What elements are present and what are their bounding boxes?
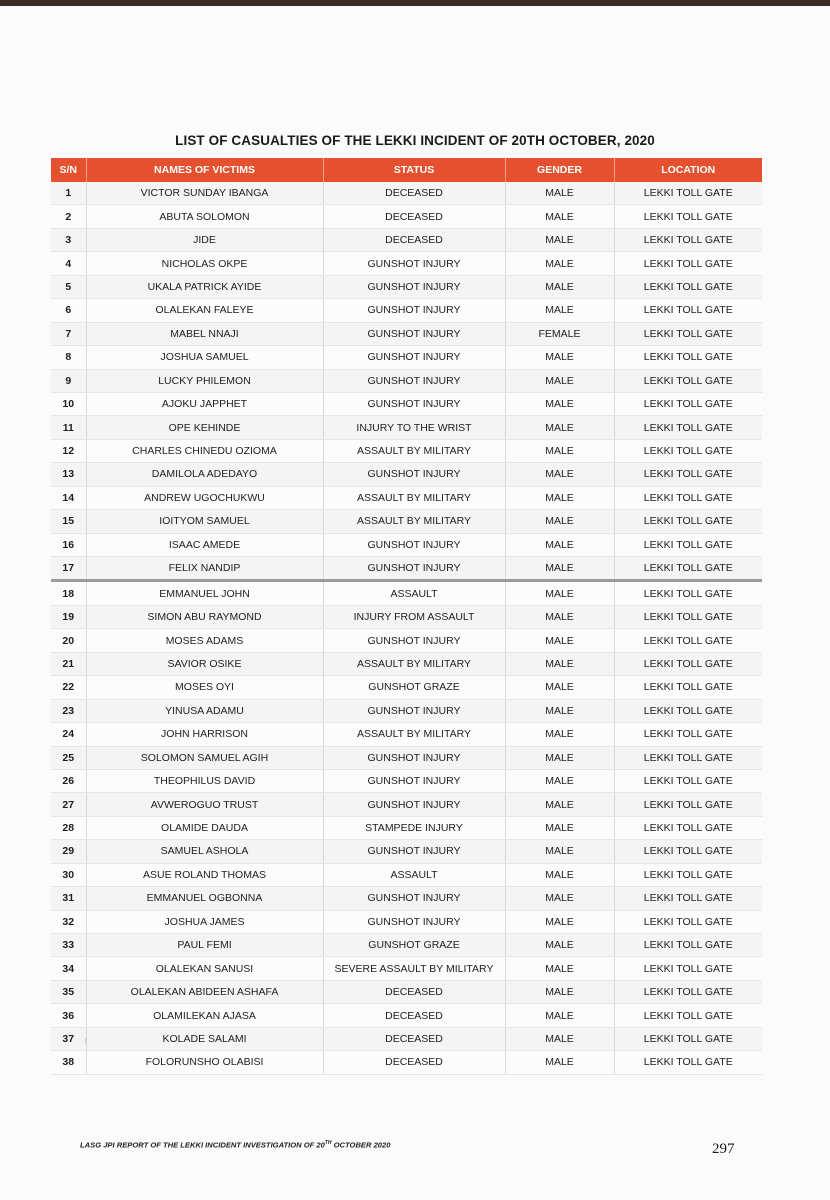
table-row (51, 581, 762, 605)
table-row (51, 557, 762, 581)
cell-victim-name: OPE KEHINDE (86, 416, 323, 439)
cell-gender: MALE (505, 275, 614, 298)
cell-victim-name: ABUTA SOLOMON (86, 205, 323, 228)
cell-victim-name: THEOPHILUS DAVID (86, 769, 323, 792)
cell-status: GUNSHOT INJURY (323, 557, 505, 581)
cell-location: LEKKI TOLL GATE (614, 629, 762, 652)
cell-sn: 17 (51, 557, 86, 581)
cell-gender: MALE (505, 510, 614, 533)
cell-location: LEKKI TOLL GATE (614, 746, 762, 769)
cell-victim-name: KOLADE SALAMI (86, 1027, 323, 1050)
table-row (51, 299, 762, 322)
cell-victim-name: MOSES OYI (86, 676, 323, 699)
cell-status: GUNSHOT INJURY (323, 463, 505, 486)
header-sn: S/N (51, 158, 86, 182)
table-row (51, 392, 762, 415)
cell-gender: FEMALE (505, 322, 614, 345)
cell-gender: MALE (505, 863, 614, 886)
cell-sn: 4 (51, 252, 86, 275)
cell-sn: 15 (51, 510, 86, 533)
table-row (51, 723, 762, 746)
table-row (51, 629, 762, 652)
cell-sn: 13 (51, 463, 86, 486)
cell-victim-name: FOLORUNSHO OLABISI (86, 1051, 323, 1074)
table-row (51, 934, 762, 957)
cell-gender: MALE (505, 652, 614, 675)
table-row (51, 816, 762, 839)
cell-gender: MALE (505, 934, 614, 957)
cell-sn: 27 (51, 793, 86, 816)
cell-status: GUNSHOT INJURY (323, 699, 505, 722)
cell-status: GUNSHOT INJURY (323, 322, 505, 345)
cell-location: LEKKI TOLL GATE (614, 980, 762, 1003)
cell-victim-name: VICTOR SUNDAY IBANGA (86, 182, 323, 205)
table-row (51, 533, 762, 556)
cell-status: GUNSHOT GRAZE (323, 934, 505, 957)
table-row (51, 228, 762, 251)
cell-gender: MALE (505, 439, 614, 462)
cell-gender: MALE (505, 463, 614, 486)
cell-location: LEKKI TOLL GATE (614, 863, 762, 886)
cell-location: LEKKI TOLL GATE (614, 816, 762, 839)
table-row (51, 652, 762, 675)
cell-status: DECEASED (323, 228, 505, 251)
cell-gender: MALE (505, 486, 614, 509)
cell-gender: MALE (505, 392, 614, 415)
cell-sn: 29 (51, 840, 86, 863)
cell-status: STAMPEDE INJURY (323, 816, 505, 839)
cell-sn: 23 (51, 699, 86, 722)
cell-location: LEKKI TOLL GATE (614, 581, 762, 605)
table-row (51, 510, 762, 533)
footer-report-title (80, 1140, 390, 1150)
footer-title-end: OCTOBER 2020 (331, 1140, 391, 1150)
cell-location: LEKKI TOLL GATE (614, 275, 762, 298)
cell-location: LEKKI TOLL GATE (614, 793, 762, 816)
cell-status: DECEASED (323, 1027, 505, 1050)
cell-gender: MALE (505, 769, 614, 792)
table-row (51, 957, 762, 980)
cell-victim-name: JOSHUA SAMUEL (86, 346, 323, 369)
table-row (51, 463, 762, 486)
cell-status: GUNSHOT INJURY (323, 793, 505, 816)
cell-gender: MALE (505, 252, 614, 275)
cell-status: GUNSHOT INJURY (323, 840, 505, 863)
cell-sn: 33 (51, 934, 86, 957)
cell-victim-name: CHARLES CHINEDU OZIOMA (86, 439, 323, 462)
cell-status: ASSAULT BY MILITARY (323, 723, 505, 746)
cell-location: LEKKI TOLL GATE (614, 369, 762, 392)
table-row (51, 275, 762, 298)
table-row (51, 182, 762, 205)
table-row (51, 980, 762, 1003)
cell-victim-name: DAMILOLA ADEDAYO (86, 463, 323, 486)
cell-location: LEKKI TOLL GATE (614, 887, 762, 910)
cell-status: ASSAULT (323, 863, 505, 886)
cell-victim-name: UKALA PATRICK AYIDE (86, 275, 323, 298)
cell-location: LEKKI TOLL GATE (614, 299, 762, 322)
cell-victim-name: ASUE ROLAND THOMAS (86, 863, 323, 886)
cell-victim-name: AJOKU JAPPHET (86, 392, 323, 415)
cell-location: LEKKI TOLL GATE (614, 182, 762, 205)
cell-sn: 37 (51, 1027, 86, 1050)
table-row (51, 863, 762, 886)
cell-victim-name: MABEL NNAJI (86, 322, 323, 345)
cell-sn: 35 (51, 980, 86, 1003)
cell-status: GUNSHOT INJURY (323, 887, 505, 910)
table-body (51, 182, 762, 1074)
table-row (51, 439, 762, 462)
cell-victim-name: MOSES ADAMS (86, 629, 323, 652)
cell-status: GUNSHOT INJURY (323, 369, 505, 392)
cell-victim-name: JOSHUA JAMES (86, 910, 323, 933)
cell-location: LEKKI TOLL GATE (614, 723, 762, 746)
cell-location: LEKKI TOLL GATE (614, 699, 762, 722)
cell-location: LEKKI TOLL GATE (614, 392, 762, 415)
cell-gender: MALE (505, 369, 614, 392)
table-row (51, 840, 762, 863)
table-header-row (51, 158, 762, 182)
cell-sn: 8 (51, 346, 86, 369)
cell-victim-name: OLALEKAN SANUSI (86, 957, 323, 980)
cell-gender: MALE (505, 182, 614, 205)
cell-status: ASSAULT (323, 581, 505, 605)
header-location: LOCATION (614, 158, 762, 182)
table-row (51, 346, 762, 369)
cell-sn: 16 (51, 533, 86, 556)
page-title: LIST OF CASUALTIES OF THE LEKKI INCIDENT OF 20TH OCTOBER, 2020 (175, 133, 655, 148)
table-row (51, 252, 762, 275)
cell-victim-name: YINUSA ADAMU (86, 699, 323, 722)
table-row (51, 416, 762, 439)
cell-gender: MALE (505, 840, 614, 863)
cell-status: DECEASED (323, 1004, 505, 1027)
cell-sn: 24 (51, 723, 86, 746)
footer-title-sup: TH (324, 1140, 332, 1146)
cell-location: LEKKI TOLL GATE (614, 769, 762, 792)
cell-victim-name: OLALEKAN ABIDEEN ASHAFA (86, 980, 323, 1003)
cell-gender: MALE (505, 676, 614, 699)
cell-status: INJURY TO THE WRIST (323, 416, 505, 439)
cell-gender: MALE (505, 816, 614, 839)
cell-gender: MALE (505, 746, 614, 769)
cell-status: GUNSHOT INJURY (323, 252, 505, 275)
cell-gender: MALE (505, 346, 614, 369)
cell-status: GUNSHOT GRAZE (323, 676, 505, 699)
table-row (51, 205, 762, 228)
cell-status: GUNSHOT INJURY (323, 533, 505, 556)
cell-status: SEVERE ASSAULT BY MILITARY (323, 957, 505, 980)
cell-gender: MALE (505, 1051, 614, 1074)
cell-victim-name: EMMANUEL OGBONNA (86, 887, 323, 910)
cell-gender: MALE (505, 699, 614, 722)
cell-status: DECEASED (323, 980, 505, 1003)
cell-status: GUNSHOT INJURY (323, 910, 505, 933)
table-row (51, 1027, 762, 1050)
cell-gender: MALE (505, 557, 614, 581)
cell-status: DECEASED (323, 182, 505, 205)
cell-gender: MALE (505, 581, 614, 605)
cell-sn: 6 (51, 299, 86, 322)
cell-gender: MALE (505, 1027, 614, 1050)
cell-sn: 30 (51, 863, 86, 886)
cell-sn: 2 (51, 205, 86, 228)
cell-victim-name: PAUL FEMI (86, 934, 323, 957)
header-status: STATUS (323, 158, 505, 182)
cell-status: ASSAULT BY MILITARY (323, 439, 505, 462)
cell-victim-name: OLAMIDE DAUDA (86, 816, 323, 839)
cell-sn: 14 (51, 486, 86, 509)
cell-victim-name: IOITYOM SAMUEL (86, 510, 323, 533)
table-row (51, 1004, 762, 1027)
cell-victim-name: JIDE (86, 228, 323, 251)
cell-location: LEKKI TOLL GATE (614, 1051, 762, 1074)
cell-victim-name: SAVIOR OSIKE (86, 652, 323, 675)
cell-gender: MALE (505, 629, 614, 652)
cell-victim-name: LUCKY PHILEMON (86, 369, 323, 392)
cell-location: LEKKI TOLL GATE (614, 322, 762, 345)
cell-location: LEKKI TOLL GATE (614, 439, 762, 462)
cell-victim-name: ISAAC AMEDE (86, 533, 323, 556)
cell-gender: MALE (505, 605, 614, 628)
cell-sn: 21 (51, 652, 86, 675)
cell-sn: 9 (51, 369, 86, 392)
cell-status: GUNSHOT INJURY (323, 392, 505, 415)
cell-status: GUNSHOT INJURY (323, 629, 505, 652)
cell-location: LEKKI TOLL GATE (614, 1004, 762, 1027)
cell-location: LEKKI TOLL GATE (614, 557, 762, 581)
header-gender: GENDER (505, 158, 614, 182)
cell-status: DECEASED (323, 205, 505, 228)
cell-sn: 1 (51, 182, 86, 205)
cell-victim-name: EMMANUEL JOHN (86, 581, 323, 605)
cell-status: GUNSHOT INJURY (323, 275, 505, 298)
cell-location: LEKKI TOLL GATE (614, 228, 762, 251)
cell-sn: 34 (51, 957, 86, 980)
cell-location: LEKKI TOLL GATE (614, 652, 762, 675)
cell-location: LEKKI TOLL GATE (614, 510, 762, 533)
footer-title-main: LASG JPI REPORT OF THE LEKKI INCIDENT INVESTIGATION OF 20 (80, 1140, 325, 1150)
table-row (51, 699, 762, 722)
cell-status: ASSAULT BY MILITARY (323, 510, 505, 533)
cell-location: LEKKI TOLL GATE (614, 934, 762, 957)
cell-gender: MALE (505, 957, 614, 980)
table-row (51, 746, 762, 769)
cell-location: LEKKI TOLL GATE (614, 910, 762, 933)
table-row (51, 322, 762, 345)
cell-status: DECEASED (323, 1051, 505, 1074)
table-row (51, 486, 762, 509)
table-row (51, 676, 762, 699)
cell-sn: 28 (51, 816, 86, 839)
cell-sn: 20 (51, 629, 86, 652)
cell-victim-name: NICHOLAS OKPE (86, 252, 323, 275)
cell-status: GUNSHOT INJURY (323, 346, 505, 369)
cell-status: GUNSHOT INJURY (323, 746, 505, 769)
cell-sn: 18 (51, 581, 86, 605)
table-rule-tail (85, 1038, 86, 1044)
cell-sn: 3 (51, 228, 86, 251)
cell-sn: 31 (51, 887, 86, 910)
cell-sn: 32 (51, 910, 86, 933)
cell-location: LEKKI TOLL GATE (614, 533, 762, 556)
cell-victim-name: SOLOMON SAMUEL AGIH (86, 746, 323, 769)
cell-sn: 22 (51, 676, 86, 699)
cell-sn: 26 (51, 769, 86, 792)
cell-gender: MALE (505, 793, 614, 816)
cell-location: LEKKI TOLL GATE (614, 1027, 762, 1050)
cell-location: LEKKI TOLL GATE (614, 416, 762, 439)
table-row (51, 910, 762, 933)
cell-gender: MALE (505, 887, 614, 910)
cell-location: LEKKI TOLL GATE (614, 252, 762, 275)
cell-location: LEKKI TOLL GATE (614, 840, 762, 863)
cell-status: INJURY FROM ASSAULT (323, 605, 505, 628)
table-row (51, 793, 762, 816)
cell-victim-name: JOHN HARRISON (86, 723, 323, 746)
cell-victim-name: SAMUEL ASHOLA (86, 840, 323, 863)
table-row (51, 605, 762, 628)
cell-status: GUNSHOT INJURY (323, 299, 505, 322)
cell-gender: MALE (505, 228, 614, 251)
cell-gender: MALE (505, 980, 614, 1003)
cell-victim-name: ANDREW UGOCHUKWU (86, 486, 323, 509)
table-row (51, 369, 762, 392)
header-names: NAMES OF VICTIMS (86, 158, 323, 182)
cell-location: LEKKI TOLL GATE (614, 605, 762, 628)
page-number: 297 (712, 1141, 735, 1157)
cell-gender: MALE (505, 416, 614, 439)
cell-victim-name: OLAMILEKAN AJASA (86, 1004, 323, 1027)
cell-location: LEKKI TOLL GATE (614, 486, 762, 509)
cell-sn: 11 (51, 416, 86, 439)
cell-status: GUNSHOT INJURY (323, 769, 505, 792)
casualties-table (51, 158, 762, 1075)
cell-sn: 36 (51, 1004, 86, 1027)
table-row (51, 769, 762, 792)
table-row (51, 1051, 762, 1074)
cell-sn: 38 (51, 1051, 86, 1074)
table-row (51, 887, 762, 910)
cell-gender: MALE (505, 910, 614, 933)
cell-victim-name: AVWEROGUO TRUST (86, 793, 323, 816)
cell-victim-name: OLALEKAN FALEYE (86, 299, 323, 322)
cell-gender: MALE (505, 723, 614, 746)
cell-sn: 12 (51, 439, 86, 462)
cell-victim-name: FELIX NANDIP (86, 557, 323, 581)
cell-gender: MALE (505, 299, 614, 322)
cell-sn: 5 (51, 275, 86, 298)
cell-gender: MALE (505, 205, 614, 228)
cell-status: ASSAULT BY MILITARY (323, 652, 505, 675)
cell-location: LEKKI TOLL GATE (614, 205, 762, 228)
cell-sn: 7 (51, 322, 86, 345)
cell-sn: 25 (51, 746, 86, 769)
cell-gender: MALE (505, 533, 614, 556)
cell-location: LEKKI TOLL GATE (614, 957, 762, 980)
cell-sn: 10 (51, 392, 86, 415)
cell-location: LEKKI TOLL GATE (614, 676, 762, 699)
cell-location: LEKKI TOLL GATE (614, 463, 762, 486)
cell-status: ASSAULT BY MILITARY (323, 486, 505, 509)
cell-location: LEKKI TOLL GATE (614, 346, 762, 369)
cell-sn: 19 (51, 605, 86, 628)
cell-victim-name: SIMON ABU RAYMOND (86, 605, 323, 628)
cell-gender: MALE (505, 1004, 614, 1027)
